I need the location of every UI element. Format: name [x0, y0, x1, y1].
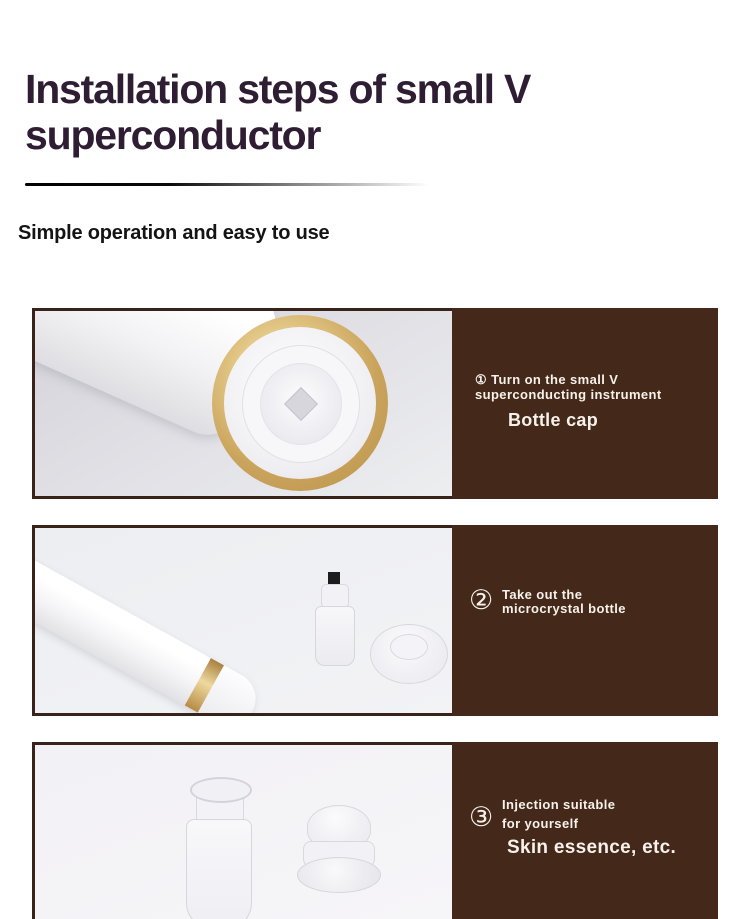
step-panel-2: [32, 525, 718, 716]
step2-number-badge: ②: [469, 585, 494, 615]
step3-info-box: [452, 742, 718, 919]
step1-text: [475, 372, 662, 402]
step1-line-1: ① Turn on the small V: [475, 372, 619, 387]
step1-line-2: superconducting instrument: [475, 387, 662, 402]
step3-caption: Skin essence, etc.: [507, 837, 677, 858]
step-panel-3: [32, 742, 718, 919]
step1-info-box: [452, 308, 718, 499]
microcrystal-bottle-image: [315, 606, 355, 666]
step3-line-2: for yourself: [502, 816, 579, 831]
microcrystal-neck-image: [321, 584, 349, 608]
pen-device-image: [32, 534, 265, 716]
title-line-2: superconductor: [25, 112, 321, 158]
step3-line-1: Injection suitable: [502, 797, 616, 812]
step2-text: [502, 588, 626, 616]
step3-text: [502, 795, 615, 833]
step1-photo-bottle-cap: [32, 308, 452, 499]
step3-photo-essence-vial: [32, 742, 452, 919]
step3-number-badge: ③: [469, 802, 494, 832]
title-divider: [25, 183, 437, 186]
step2-info-box: [452, 525, 718, 716]
step-panel-1: [32, 308, 718, 499]
round-cap-inner-image: [390, 634, 428, 660]
step1-caption: Bottle cap: [508, 410, 599, 430]
title-line-1: Installation steps of small V: [25, 66, 531, 112]
step2-line-1: Take out the: [502, 587, 583, 602]
subtitle-text: Simple operation and easy to use: [18, 222, 330, 244]
vial-rim-image: [190, 777, 252, 803]
step2-photo-microcrystal-bottle: [32, 525, 452, 716]
page-title: [25, 66, 530, 158]
vial-body-image: [186, 819, 252, 919]
cap-base-image: [297, 857, 381, 893]
microcrystal-tip-image: [328, 572, 340, 584]
step2-line-2: microcrystal bottle: [502, 601, 626, 616]
